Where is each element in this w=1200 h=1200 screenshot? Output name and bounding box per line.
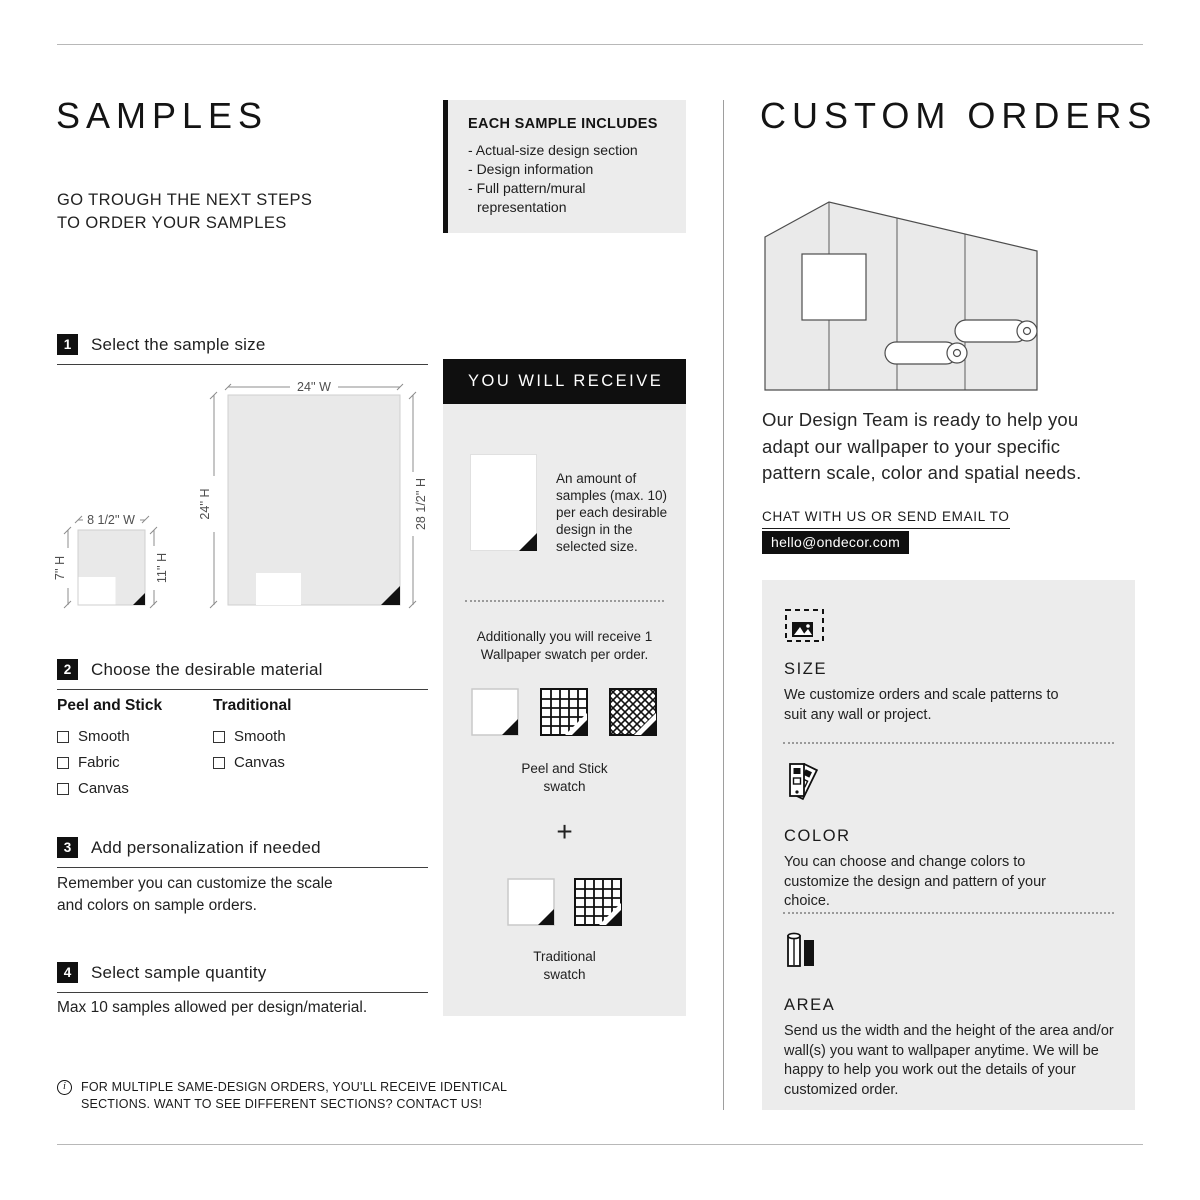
area-icon <box>784 928 822 970</box>
large-sample-rect <box>228 395 400 605</box>
chat-email-label: CHAT WITH US OR SEND EMAIL TO <box>762 509 1010 529</box>
feature-area-title: AREA <box>784 996 836 1014</box>
step-2 <box>57 659 428 690</box>
option-label: Fabric <box>78 754 120 771</box>
color-icon <box>784 760 824 802</box>
email-badge[interactable]: hello@ondecor.com <box>762 531 909 554</box>
crosshatch-swatch-icon <box>609 688 657 736</box>
material-column-traditional <box>213 697 363 780</box>
checkbox-icon <box>57 731 69 743</box>
checkbox-peel-fabric[interactable] <box>57 754 207 771</box>
you-will-receive-panel <box>443 404 686 1016</box>
material-column-peel-and-stick <box>57 697 207 806</box>
wallpaper-wall-illustration <box>762 199 1040 393</box>
large-height-label: 24'' H <box>198 488 212 520</box>
step-2-number: 2 <box>57 659 78 680</box>
step-4-number: 4 <box>57 962 78 983</box>
grid-swatch-icon <box>574 878 622 926</box>
step-3-label: Add personalization if needed <box>91 837 321 857</box>
checkbox-traditional-smooth[interactable] <box>213 728 363 745</box>
small-height-label: 7'' H <box>53 555 67 581</box>
traditional-title: Traditional <box>213 697 292 714</box>
peel-and-stick-title: Peel and Stick <box>57 697 163 714</box>
info-icon: i <box>57 1080 72 1095</box>
small-width-label: 8 1/2'' W <box>87 513 135 527</box>
dotted-separator <box>783 742 1114 744</box>
additional-swatch-text: Additionally you will receive 1 Wallpaper swatch per order. <box>476 629 653 662</box>
plain-swatch-icon <box>507 878 555 926</box>
custom-orders-panel <box>762 580 1135 1110</box>
includes-item: - Actual-size design section <box>468 141 674 160</box>
sample-size-diagram <box>50 362 480 620</box>
custom-orders-intro: Our Design Team is ready to help you adapt our wallpaper to your specific pattern scale, color and spatial needs. <box>762 409 1082 483</box>
checkbox-icon <box>57 783 69 795</box>
checkbox-icon <box>213 757 225 769</box>
includes-item: - Full pattern/mural representation <box>468 179 674 217</box>
step-2-label: Choose the desirable material <box>91 659 323 679</box>
large-width-label: 24'' W <box>297 380 331 394</box>
size-icon <box>784 608 828 646</box>
step-1-label: Select the sample size <box>91 334 266 354</box>
custom-orders-title: CUSTOM ORDERS <box>760 95 1158 136</box>
step-3-note: Remember you can customize the scale and colors on sample orders. <box>57 875 333 914</box>
step-3-number: 3 <box>57 837 78 858</box>
checkbox-icon <box>57 757 69 769</box>
checkbox-traditional-canvas[interactable] <box>213 754 363 771</box>
you-will-receive-header: YOU WILL RECEIVE <box>443 359 686 404</box>
large-height2-label: 28 1/2'' H <box>414 477 428 531</box>
dotted-separator <box>783 912 1114 914</box>
column-divider <box>723 100 724 1110</box>
plus-sign: + <box>556 816 573 847</box>
framed-picture <box>802 254 866 320</box>
small-height2-label: 11'' H <box>155 552 169 584</box>
sample-page-icon <box>470 454 537 551</box>
step-1-number: 1 <box>57 334 78 355</box>
feature-size-title: SIZE <box>784 660 828 678</box>
step-4-label: Select sample quantity <box>91 962 267 982</box>
feature-color-title: COLOR <box>784 827 851 845</box>
peel-and-stick-swatch-label: Peel and Stick swatch <box>521 761 608 794</box>
step-4-note: Max 10 samples allowed per design/material. <box>57 999 368 1016</box>
option-label: Smooth <box>234 728 286 745</box>
traditional-swatch-label: Traditional swatch <box>533 949 596 982</box>
includes-title: EACH SAMPLE INCLUDES <box>468 116 658 132</box>
samples-amount-text: An amount of samples (max. 10) per each desirable design in the selected size. <box>556 471 668 554</box>
feature-color-text: You can choose and change colors to customize the design and pattern of your choice. <box>784 854 1046 909</box>
step-1 <box>57 334 428 365</box>
step-4 <box>57 962 428 993</box>
includes-item: - Design information <box>468 160 674 179</box>
footnote-text: FOR MULTIPLE SAME-DESIGN ORDERS, YOU'LL RECEIVE IDENTICAL SECTIONS. WANT TO SEE DIFFERENT SECTIONS? CONTACT US! <box>81 1080 507 1111</box>
traditional-swatch-row <box>507 878 622 926</box>
dotted-separator <box>465 600 664 602</box>
top-rule <box>57 44 1143 45</box>
grid-swatch-icon <box>540 688 588 736</box>
bottom-rule <box>57 1144 1143 1145</box>
feature-size-text: We customize orders and scale patterns to suit any wall or project. <box>784 687 1059 723</box>
option-label: Smooth <box>78 728 130 745</box>
checkbox-icon <box>213 731 225 743</box>
samples-title: SAMPLES <box>56 95 269 136</box>
option-label: Canvas <box>78 780 129 797</box>
feature-area-text: Send us the width and the height of the area and/or wall(s) you want to wallpaper anytime. We will be happy to help you work out the details of your customized order. <box>784 1023 1114 1098</box>
checkbox-peel-canvas[interactable] <box>57 780 207 797</box>
plain-swatch-icon <box>471 688 519 736</box>
checkbox-peel-smooth[interactable] <box>57 728 207 745</box>
peel-and-stick-swatch-row <box>471 688 657 736</box>
option-label: Canvas <box>234 754 285 771</box>
each-sample-includes-box <box>443 100 686 233</box>
footnote <box>57 1079 537 1112</box>
step-3 <box>57 837 428 868</box>
samples-intro: GO TROUGH THE NEXT STEPS TO ORDER YOUR SAMPLES <box>57 191 313 232</box>
